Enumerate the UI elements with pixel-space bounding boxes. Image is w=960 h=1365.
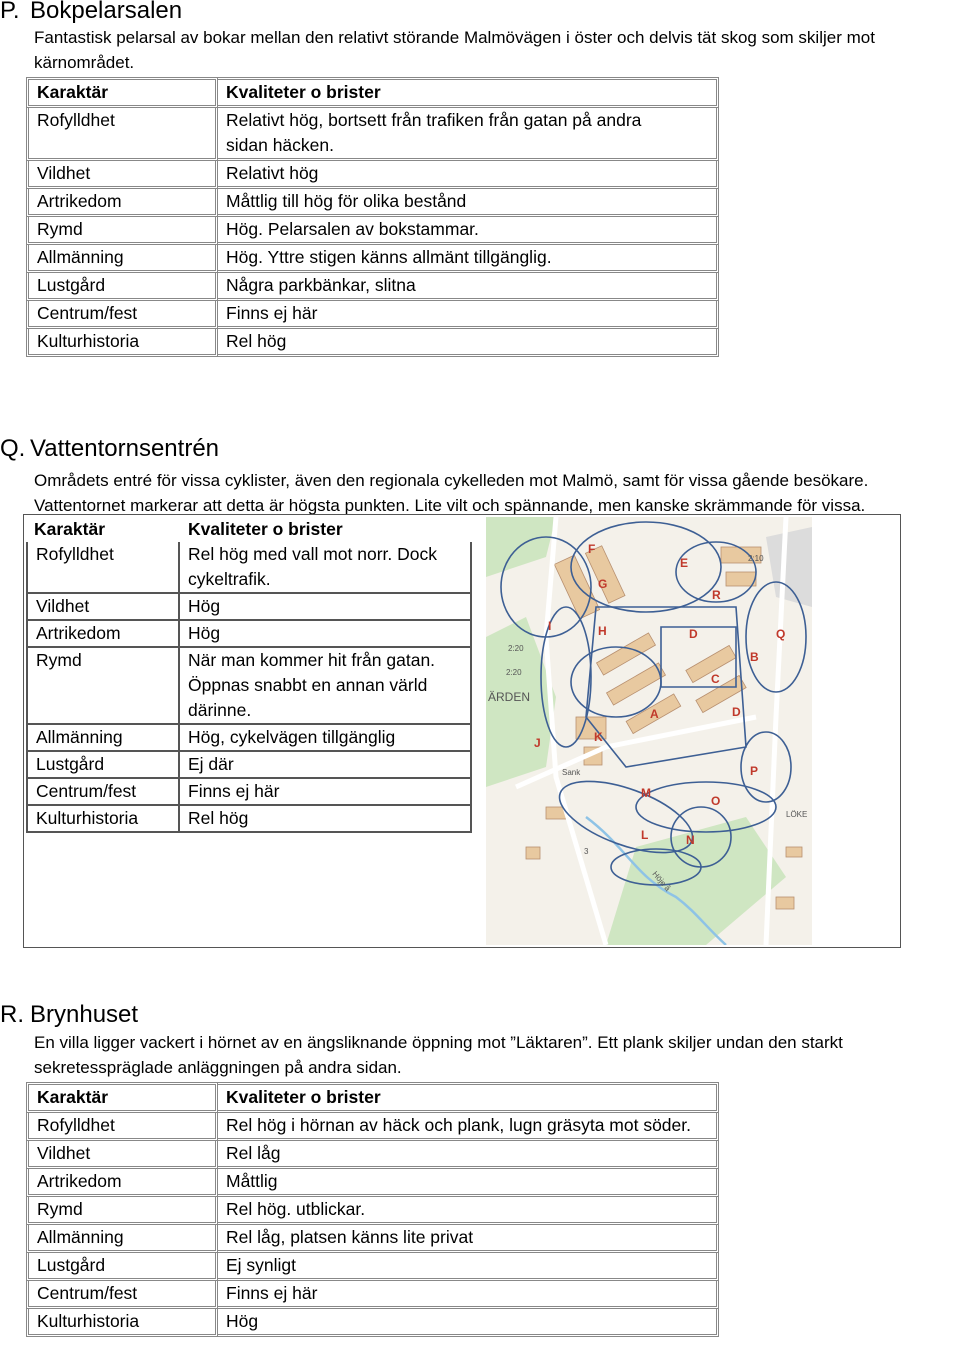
table-row bbox=[26, 245, 719, 273]
map-label: G bbox=[598, 577, 608, 591]
row-value-line: sidan häcken. bbox=[226, 135, 334, 155]
row-value: Rel hög i hörnan av häck och plank, lugn gräsyta mot söder. bbox=[218, 1113, 719, 1141]
column-header-karaktar: Karaktär bbox=[34, 519, 106, 539]
column-header-kvaliteter: Kvaliteter o brister bbox=[188, 519, 343, 539]
row-value bbox=[218, 108, 719, 161]
map-label: L bbox=[641, 828, 649, 842]
row-value: Ej där bbox=[180, 752, 472, 779]
table-row bbox=[26, 594, 472, 621]
section-letter: P. bbox=[0, 0, 20, 24]
table-row bbox=[26, 1281, 719, 1309]
row-value: Finns ej här bbox=[218, 1281, 719, 1309]
map-label: D bbox=[689, 627, 698, 641]
row-key: Kulturhistoria bbox=[26, 1309, 218, 1337]
table-row bbox=[26, 648, 472, 725]
map-label: P bbox=[750, 764, 759, 778]
table-row bbox=[26, 329, 719, 357]
map-text: 2:20 bbox=[506, 668, 522, 677]
row-value: Ej synligt bbox=[218, 1253, 719, 1281]
map-label: C bbox=[711, 672, 720, 686]
table-header-row bbox=[26, 1082, 719, 1113]
intro-line: Områdets entré för vissa cyklister, även den regionala cykelleden mot Malmö, samt för vissa gående besökare. bbox=[34, 471, 869, 490]
row-value bbox=[180, 648, 472, 725]
row-key: Allmänning bbox=[26, 1225, 218, 1253]
row-key: Rofylldhet bbox=[26, 1113, 218, 1141]
map-building bbox=[776, 897, 794, 909]
row-key: Rofylldhet bbox=[26, 108, 218, 161]
row-value: Måttlig bbox=[218, 1169, 719, 1197]
row-value: Rel låg, platsen känns lite privat bbox=[218, 1225, 719, 1253]
row-value: Hög. Pelarsalen av bokstammar. bbox=[218, 217, 719, 245]
column-header-kvaliteter: Kvaliteter o brister bbox=[218, 1082, 719, 1113]
map-building bbox=[526, 847, 540, 859]
section-q-heading bbox=[0, 436, 219, 462]
table-row bbox=[26, 779, 472, 806]
row-value: Rel låg bbox=[218, 1141, 719, 1169]
section-q-intro bbox=[34, 468, 960, 518]
table-row bbox=[26, 752, 472, 779]
row-value: Rel hög. utblickar. bbox=[218, 1197, 719, 1225]
table-row bbox=[26, 1225, 719, 1253]
row-key: Centrum/fest bbox=[26, 779, 180, 806]
map-text: Sank bbox=[562, 768, 581, 777]
map-label: E bbox=[680, 556, 689, 570]
row-key: Centrum/fest bbox=[26, 301, 218, 329]
table-row bbox=[26, 108, 719, 161]
row-key: Artrikedom bbox=[26, 189, 218, 217]
map-label: K bbox=[594, 730, 603, 744]
row-value-line: När man kommer hit från gatan. bbox=[188, 650, 436, 670]
table-row bbox=[26, 189, 719, 217]
row-key: Rymd bbox=[26, 648, 180, 725]
row-key: Allmänning bbox=[26, 245, 218, 273]
map-label: N bbox=[686, 833, 695, 847]
map-text: 3 bbox=[584, 847, 589, 856]
row-value bbox=[180, 542, 472, 594]
row-key: Vildhet bbox=[26, 1141, 218, 1169]
row-value-line: Rel hög med vall mot norr. Dock bbox=[188, 544, 437, 564]
row-value: Hög. Yttre stigen känns allmänt tillgänglig. bbox=[218, 245, 719, 273]
section-r-table bbox=[26, 1082, 719, 1337]
row-key: Allmänning bbox=[26, 725, 180, 752]
row-key: Lustgård bbox=[26, 1253, 218, 1281]
row-value: Måttlig till hög för olika bestånd bbox=[218, 189, 719, 217]
map-label: M bbox=[641, 786, 651, 800]
section-letter: R. bbox=[0, 1001, 24, 1028]
row-value: Hög, cykelvägen tillgänglig bbox=[180, 725, 472, 752]
section-title: Bokpelarsalen bbox=[30, 0, 183, 24]
row-key: Lustgård bbox=[26, 752, 180, 779]
table-row bbox=[26, 301, 719, 329]
column-header-karaktar: Karaktär bbox=[26, 77, 218, 108]
map-label: I bbox=[548, 619, 552, 633]
row-key: Rofylldhet bbox=[26, 542, 180, 594]
table-row bbox=[26, 1197, 719, 1225]
intro-line: Fantastisk pelarsal av bokar mellan den relativt störande Malmövägen i öster och delvis tät skog som skiljer mot bbox=[34, 28, 875, 47]
row-value: Några parkbänkar, slitna bbox=[218, 273, 719, 301]
row-key: Rymd bbox=[26, 1197, 218, 1225]
section-title: Vattentornsentrén bbox=[30, 435, 220, 462]
map-label: A bbox=[650, 707, 659, 721]
row-key: Vildhet bbox=[26, 594, 180, 621]
section-letter: Q. bbox=[0, 435, 26, 462]
row-value: Rel hög bbox=[180, 806, 472, 833]
table-row bbox=[26, 806, 472, 833]
map-building bbox=[726, 572, 756, 586]
section-title: Brynhuset bbox=[30, 1001, 139, 1028]
map-building bbox=[786, 847, 802, 857]
row-key: Kulturhistoria bbox=[26, 329, 218, 357]
map-text: ÄRDEN bbox=[488, 690, 531, 704]
table-row bbox=[26, 725, 472, 752]
map-label: H bbox=[598, 624, 607, 638]
map-text: Höje å bbox=[650, 869, 673, 894]
table-row bbox=[26, 542, 472, 594]
area-map bbox=[486, 517, 812, 945]
row-value: Rel hög bbox=[218, 329, 719, 357]
table-row bbox=[26, 273, 719, 301]
table-row bbox=[26, 1169, 719, 1197]
section-p-intro bbox=[34, 25, 960, 75]
row-key: Vildhet bbox=[26, 161, 218, 189]
row-key: Kulturhistoria bbox=[26, 806, 180, 833]
row-value: Finns ej här bbox=[180, 779, 472, 806]
row-value-line: därinne. bbox=[188, 700, 252, 720]
section-p-heading bbox=[0, 0, 182, 24]
row-key: Lustgård bbox=[26, 273, 218, 301]
row-value-line: Relativt hög, bortsett från trafiken från gatan på andra bbox=[226, 110, 642, 130]
table-header-row bbox=[26, 517, 472, 542]
map-label: O bbox=[711, 794, 721, 808]
row-key: Centrum/fest bbox=[26, 1281, 218, 1309]
row-value: Hög bbox=[180, 621, 472, 648]
table-row bbox=[26, 1253, 719, 1281]
row-value: Hög bbox=[180, 594, 472, 621]
map-label: J bbox=[534, 736, 541, 750]
map-text: 2:10 bbox=[748, 554, 764, 563]
table-row bbox=[26, 217, 719, 245]
row-key: Rymd bbox=[26, 217, 218, 245]
map-label: D bbox=[732, 705, 741, 719]
column-header-kvaliteter: Kvaliteter o brister bbox=[218, 77, 719, 108]
map-label: B bbox=[750, 650, 759, 664]
map-label: Q bbox=[776, 627, 786, 641]
intro-line: En villa ligger vackert i hörnet av en ängsliknande öppning mot ”Läktaren”. Ett plank skiljer undan den starkt bbox=[34, 1033, 843, 1052]
table-row bbox=[26, 1141, 719, 1169]
section-r-intro bbox=[34, 1030, 960, 1080]
row-key: Artrikedom bbox=[26, 1169, 218, 1197]
row-value-line: cykeltrafik. bbox=[188, 569, 271, 589]
intro-line: sekretesspräglade anläggningen på andra sidan. bbox=[34, 1058, 402, 1077]
section-q-table bbox=[26, 517, 472, 833]
intro-line: kärnområdet. bbox=[34, 53, 135, 72]
table-row bbox=[26, 1309, 719, 1337]
table-header-row bbox=[26, 77, 719, 108]
intro-line: Vattentornet markerar att detta är högsta punkten. Lite vilt och spännande, men kanske skrämmande för vissa. bbox=[34, 496, 866, 515]
row-value: Relativt hög bbox=[218, 161, 719, 189]
map-label: R bbox=[712, 588, 721, 602]
section-r-heading bbox=[0, 1002, 138, 1028]
table-row bbox=[26, 1113, 719, 1141]
table-row bbox=[26, 621, 472, 648]
row-key: Artrikedom bbox=[26, 621, 180, 648]
row-value: Finns ej här bbox=[218, 301, 719, 329]
row-value-line: Öppnas snabbt en annan värld bbox=[188, 675, 428, 695]
column-header-karaktar: Karaktär bbox=[26, 1082, 218, 1113]
map-label: F bbox=[588, 542, 596, 556]
map-text: LÖKE bbox=[786, 810, 808, 819]
table-row bbox=[26, 161, 719, 189]
row-value: Hög bbox=[218, 1309, 719, 1337]
map-text: 2:20 bbox=[508, 644, 524, 653]
section-p-table bbox=[26, 77, 719, 357]
